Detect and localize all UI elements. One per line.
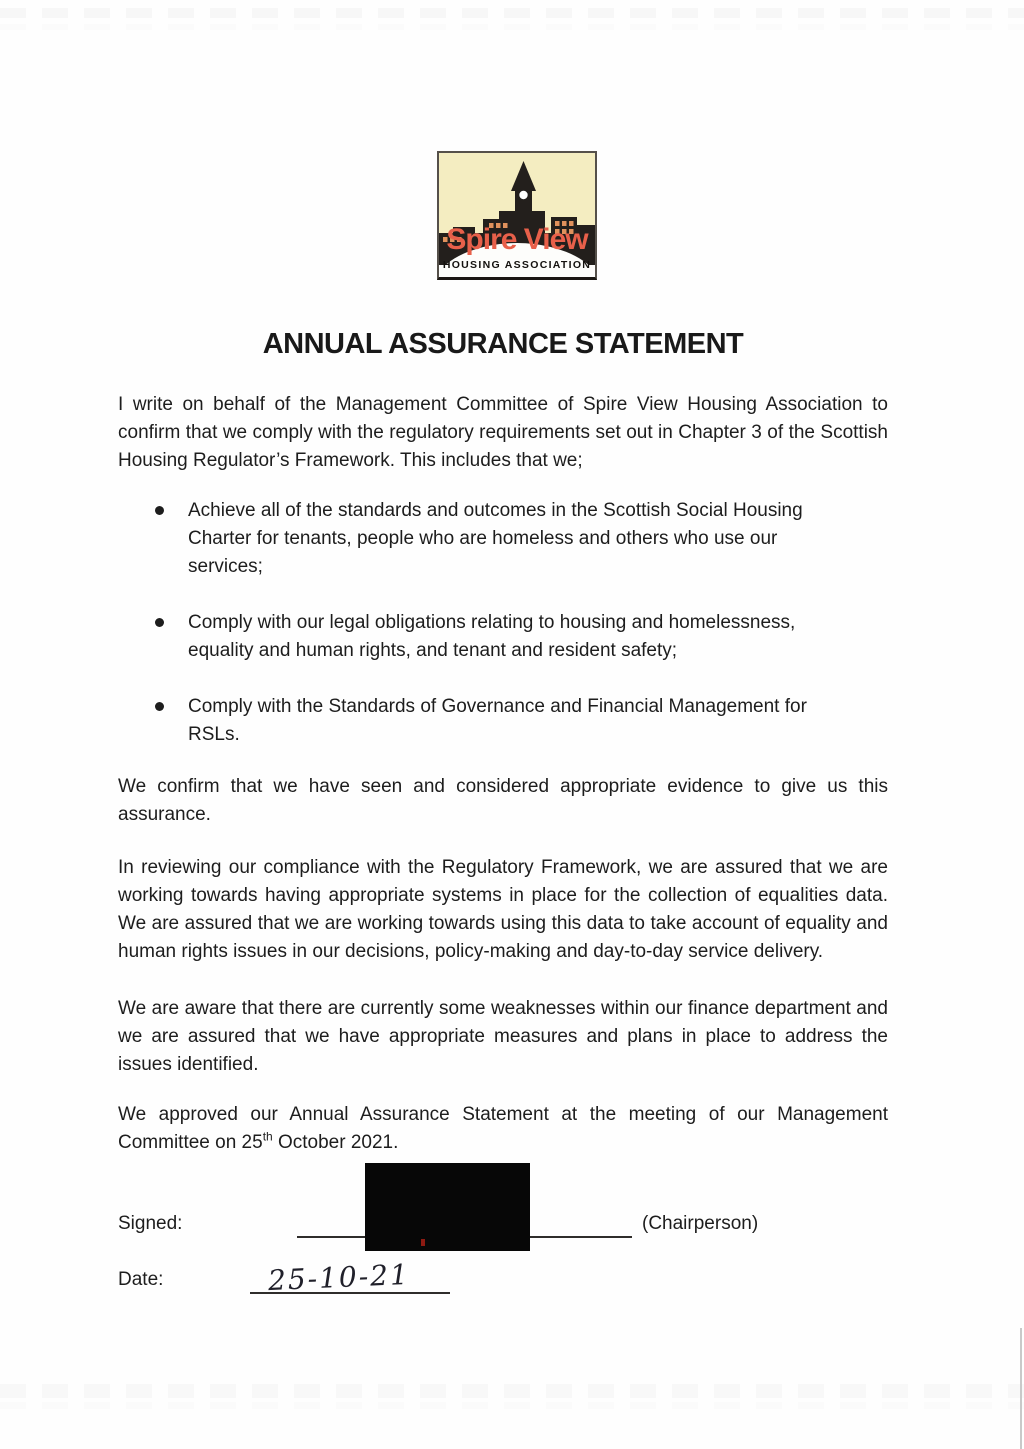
approved-paragraph [118,1101,888,1157]
intro-paragraph: I write on behalf of the Management Committee of Spire View Housing Association to confirm that we comply with the regulatory requirements set out in Chapter 3 of the Scottish Housing Regulator’s Framework. This includes that we; [118,394,888,471]
reviewing-paragraph: In reviewing our compliance with the Regulatory Framework, we are assured that we are working towards having appropriate systems in place for the collection of equalities data. We are assured that we are working towards using this data to take account of equality and human rights issues in our decisions, policy-making and day-to-day service delivery. [118,857,888,962]
list-item-text: Achieve all of the standards and outcomes in the Scottish Social Housing Charter for tenants, people who are homeless and others who use our services; [188,500,803,577]
date-label: Date: [118,1269,164,1290]
aware-paragraph: We are aware that there are currently some weaknesses within our finance department and we are assured that we have appropriate measures and plans in place to address the issues identified. [118,998,888,1075]
document-content [118,0,888,1298]
scan-noise-band [0,1402,1024,1409]
spire-view-logo [437,151,597,280]
confirm-paragraph: We confirm that we have seen and considered appropriate evidence to give us this assurance. [118,776,888,825]
list-item-legal [155,609,843,665]
list-item-charter [155,497,843,581]
logo-subtitle: HOUSING ASSOCIATION [442,259,592,271]
redacted-signature-box [365,1163,530,1251]
list-item-text: Comply with the Standards of Governance and Financial Management for RSLs. [188,696,807,745]
date-row [118,1257,888,1298]
bullet-dot-icon [155,618,164,627]
signed-label: Signed: [118,1213,183,1234]
approved-text: We approved our Annual Assurance Statement at the meeting of our Management Committee on 25 [118,1104,888,1153]
signed-row [118,1208,888,1238]
scan-noise-band [0,1384,1024,1398]
bullet-dot-icon [155,702,164,711]
signer-role: (Chairperson) [642,1213,759,1234]
signature-line [297,1208,632,1238]
scan-artifact [421,1239,425,1246]
handwritten-date: 25-10-21 [267,1257,411,1298]
logo-name: Spire View [446,223,588,256]
page-title: ANNUAL ASSURANCE STATEMENT [262,328,744,360]
list-item-text: Comply with our legal obligations relating to housing and homelessness, equality and human rights, and tenant and resident safety; [188,612,796,661]
approved-text-end: October 2021. [272,1132,399,1153]
ordinal-suffix: th [262,1129,273,1144]
scan-edge-line [1020,1328,1022,1449]
date-line [250,1257,450,1298]
bullet-dot-icon [155,506,164,515]
list-item-governance [155,693,843,749]
commitments-list [118,497,888,749]
